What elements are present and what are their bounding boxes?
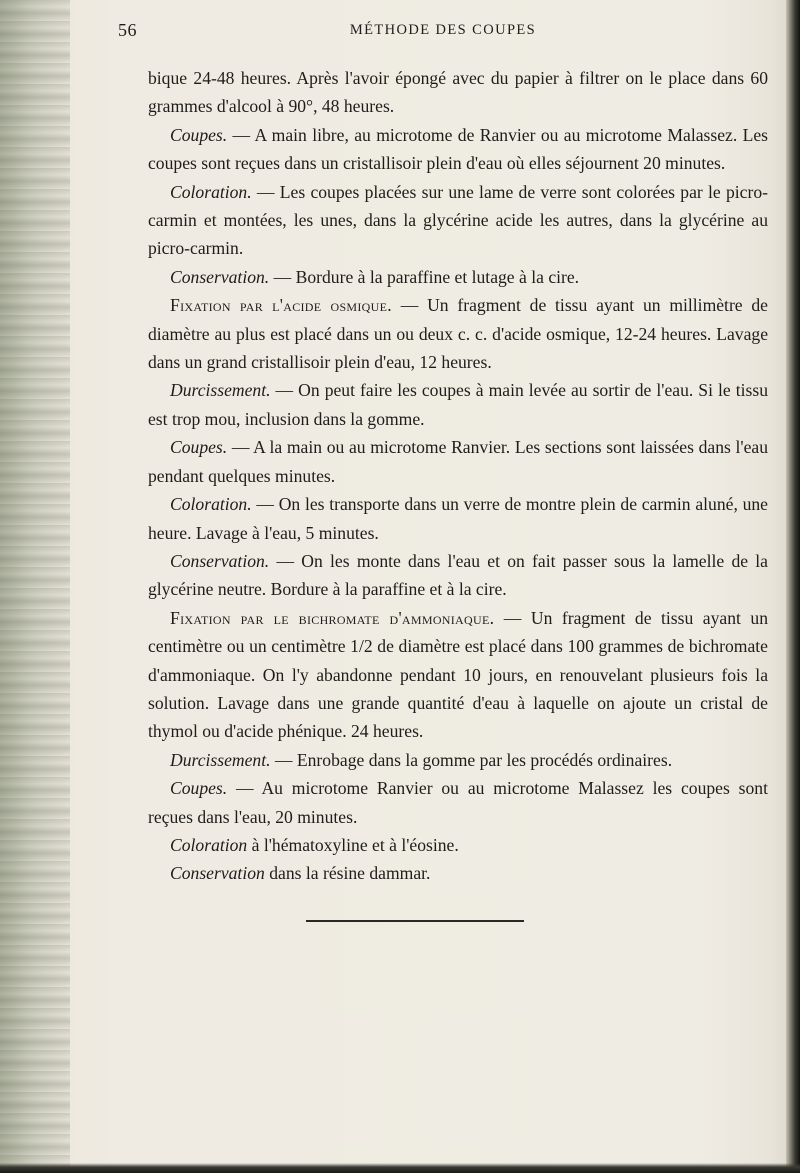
- paragraph-text: à l'hématoxyline et à l'éosine.: [247, 834, 459, 855]
- end-rule-divider: [306, 920, 524, 922]
- paragraph: [148, 859, 768, 887]
- page-header: [118, 20, 768, 50]
- section-label: Conservation: [170, 863, 265, 884]
- paragraph-text: — On les transporte dans un verre de montre plein de carmin aluné, une heure. Lavage à l'eau, 5 minutes.: [148, 494, 768, 543]
- paragraph: [148, 121, 768, 178]
- bottom-page-edge: [0, 1163, 800, 1173]
- paragraph-text: bique 24-48 heures. Après l'avoir épongé avec du papier à filtrer on le place dans 60 grammes d'alcool à 90°, 48 heures.: [148, 68, 768, 117]
- paragraph-text: dans la résine dammar.: [264, 863, 431, 884]
- method-heading: Fixation par le bichromate d'ammoniaque.: [170, 607, 495, 628]
- section-label: Coupes.: [170, 778, 228, 799]
- left-binding-shadow: [0, 0, 70, 1173]
- paragraph: [148, 774, 768, 831]
- section-label: Conservation.: [170, 266, 270, 287]
- paragraph: [148, 64, 768, 121]
- paragraph: [148, 178, 768, 263]
- paragraph-text: — A main libre, au microtome de Ranvier ou au microtome Malassez. Les coupes sont reçues dans un cristallisoir plein d'eau où elles séjournent 20 minutes.: [148, 124, 768, 174]
- paragraph-text: — Les coupes placées sur une lame de verre sont colorées par le picro-carmin et montées, les unes, dans la glycérine acide les autres, dans la glycérine au picro-carmin.: [148, 181, 768, 259]
- right-page-edge: [786, 0, 800, 1173]
- section-label: Coupes.: [170, 437, 228, 458]
- section-label: Durcissement.: [170, 380, 271, 401]
- paragraph-text: — Un fragment de tissu ayant un centimètre ou un centimètre 1/2 de diamètre est placé dans 100 grammes de bichromate d'ammoniaque. On l'y abandonne pendant 10 jours, en renouvelant plusieurs fois la solution. Lavage dans une grande quantité d'eau à laquelle on ajoute un cristal de thymol ou d'acide phénique. 24 heures.: [148, 607, 768, 742]
- section-label: Coloration: [170, 834, 248, 855]
- section-label: Conservation.: [170, 550, 270, 571]
- paragraph: [148, 433, 768, 490]
- section-label: Coloration.: [170, 494, 252, 515]
- section-label: Coloration.: [170, 181, 252, 202]
- paragraph-text: — On les monte dans l'eau et on fait passer sous la lamelle de la glycérine neutre. Bordure à la paraffine et à la cire.: [148, 550, 768, 600]
- page-number: 56: [118, 20, 137, 40]
- paragraph: [148, 263, 768, 291]
- section-label: Durcissement.: [170, 749, 271, 770]
- paragraph-text: — Enrobage dans la gomme par les procédés ordinaires.: [270, 749, 673, 770]
- paragraph: [148, 490, 768, 547]
- running-title: MÉTHODE DES COUPES: [349, 22, 537, 38]
- paragraph: [148, 604, 768, 746]
- section-label: Coupes.: [170, 124, 228, 145]
- paragraph-text: — Un fragment de tissu ayant un millimètre de diamètre au plus est placé dans un ou deux c. c. d'acide osmique, 12-24 heures. Lavage dans un grand cristallisoir plein d'eau, 12 heures.: [148, 295, 768, 373]
- paragraph: [148, 376, 768, 433]
- paragraph: [148, 831, 768, 859]
- paragraph-text: — A la main ou au microtome Ranvier. Les sections sont laissées dans l'eau pendant quelques minutes.: [148, 437, 768, 486]
- paragraph-text: — On peut faire les coupes à main levée au sortir de l'eau. Si le tissu est trop mou, inclusion dans la gomme.: [148, 380, 768, 429]
- method-heading: Fixation par l'acide osmique.: [170, 295, 392, 316]
- paragraph: [148, 547, 768, 604]
- paragraph-text: — Bordure à la paraffine et lutage à la cire.: [269, 266, 580, 287]
- paragraph: [148, 746, 768, 774]
- paragraph: [148, 291, 768, 376]
- body-text: [148, 64, 768, 888]
- paragraph-text: — Au microtome Ranvier ou au microtome Malassez les coupes sont reçues dans l'eau, 20 minutes.: [148, 778, 768, 827]
